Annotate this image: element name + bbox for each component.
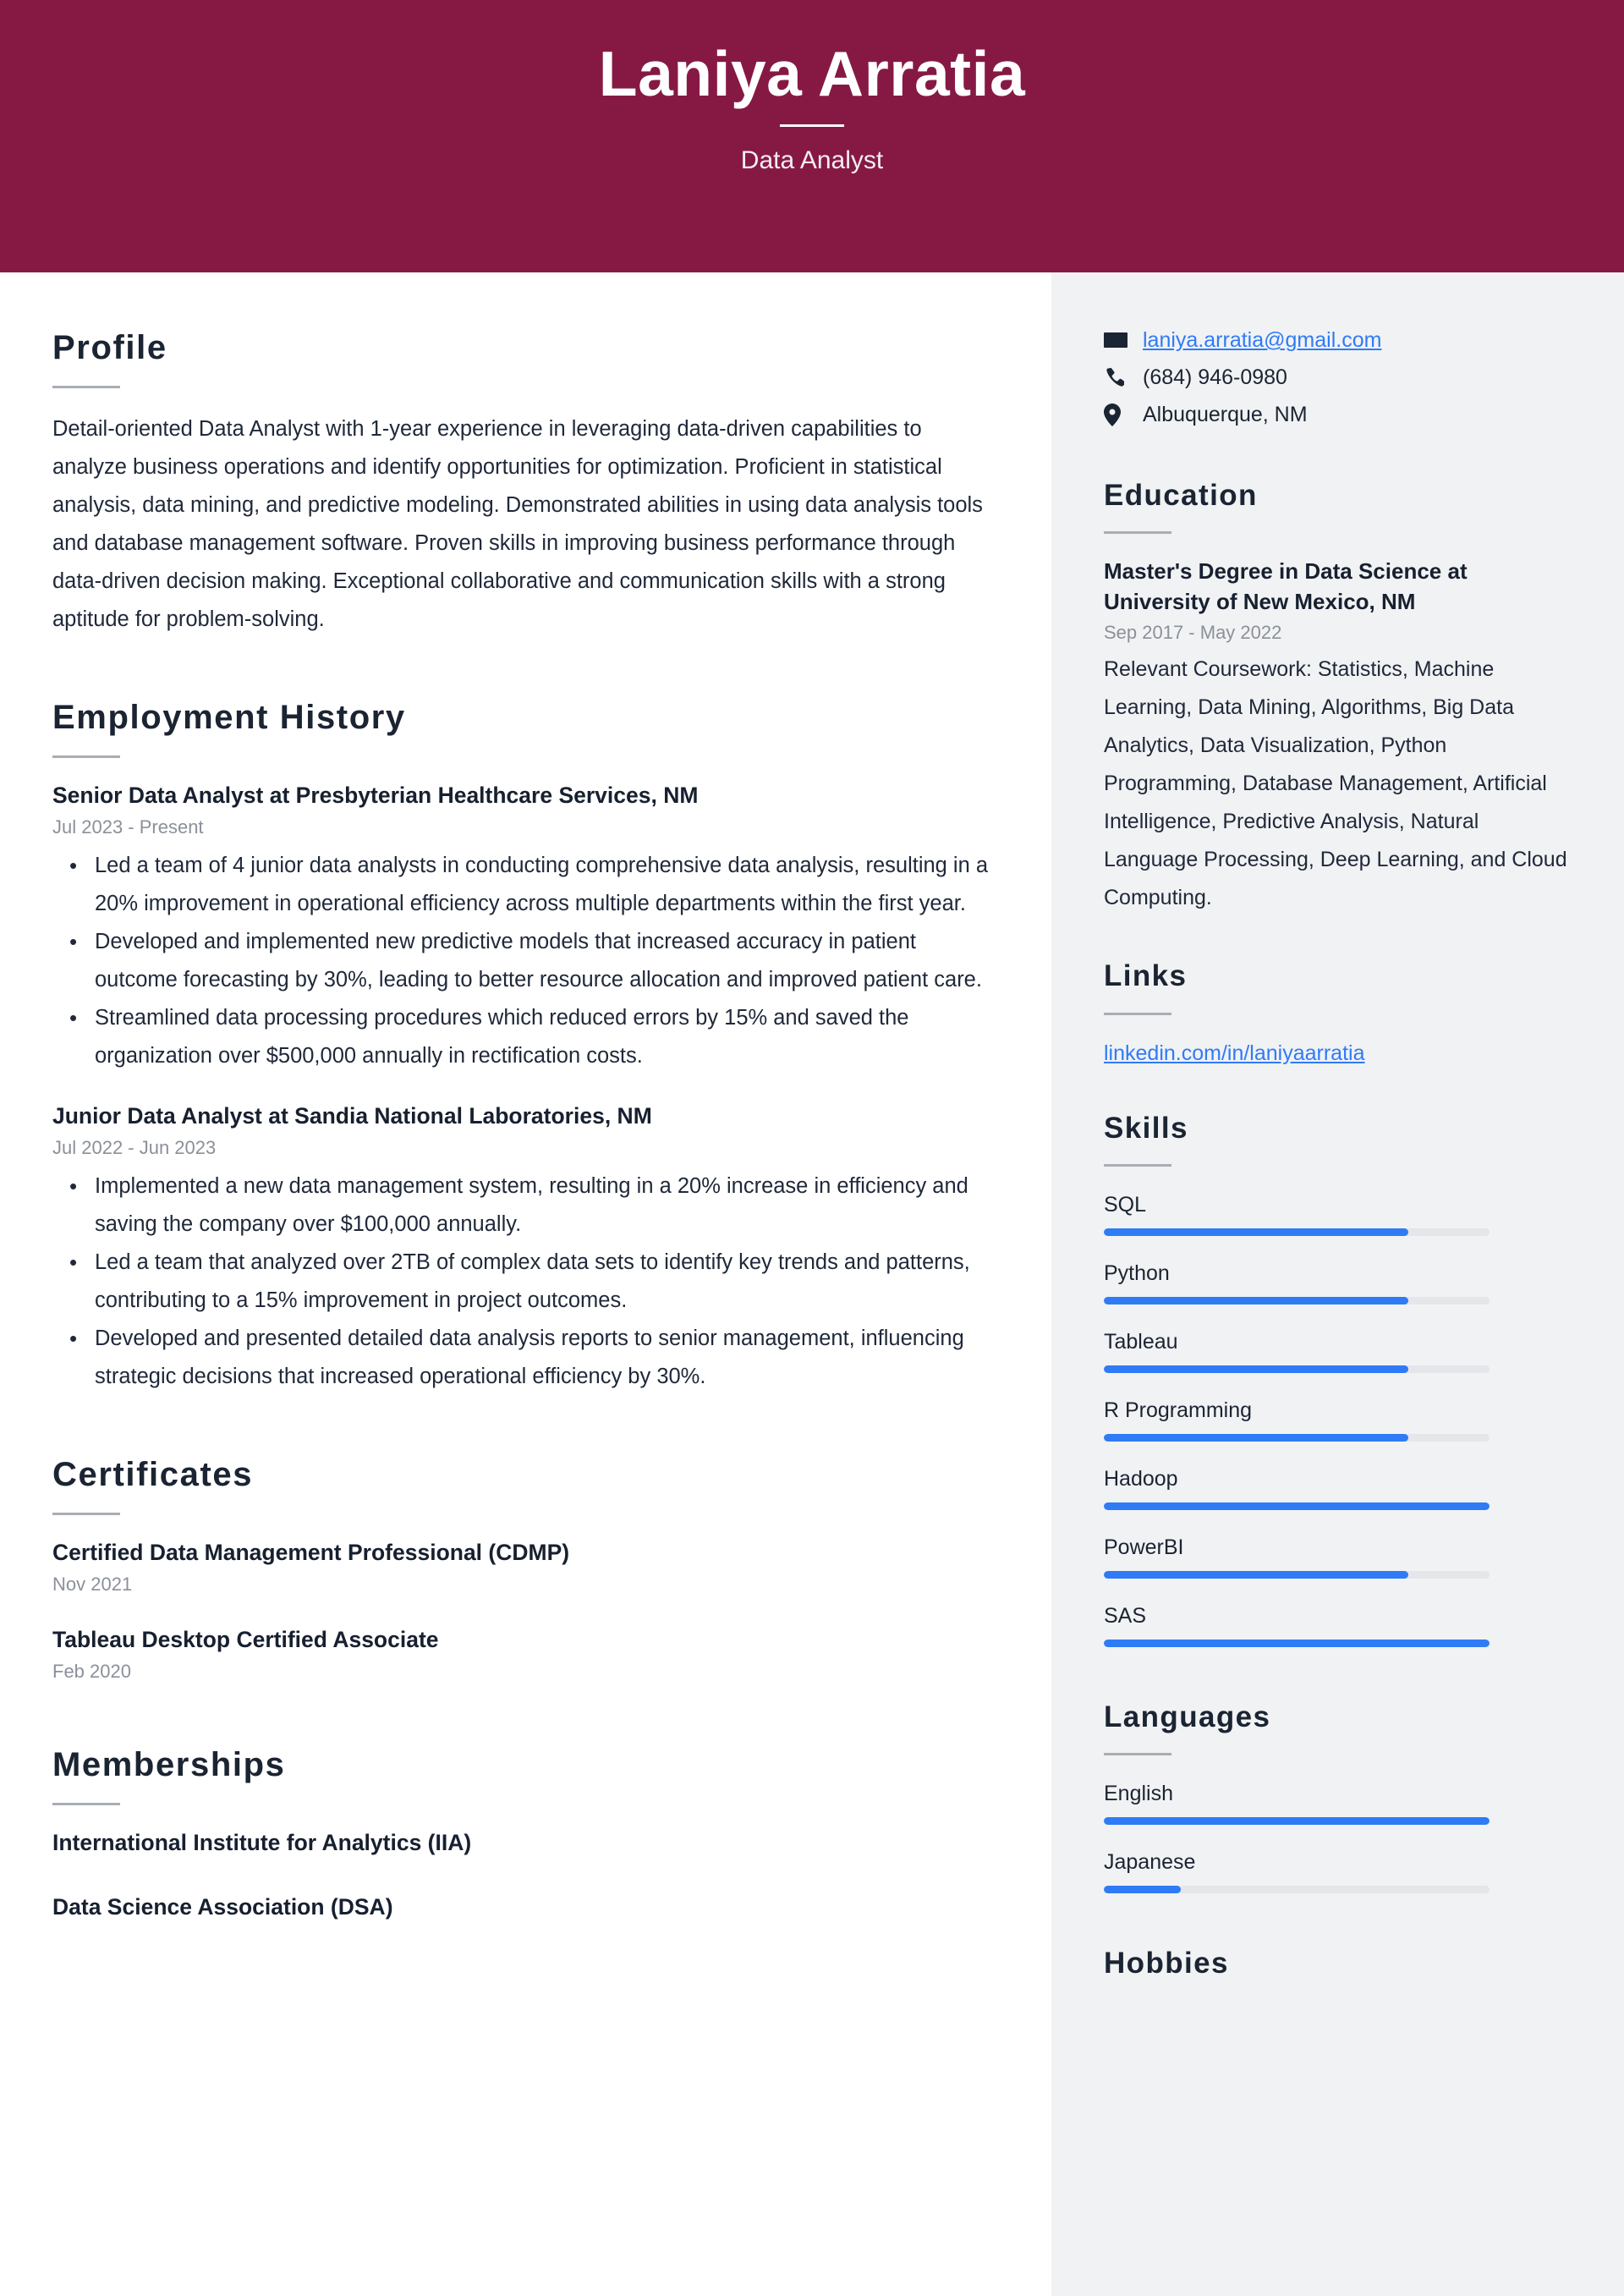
job-bullet: • Streamlined data processing procedures which reduced errors by 15% and saved the organization over $500,000 annually in rectification costs.	[91, 999, 999, 1075]
education-degree: Master's Degree in Data Science at University of New Mexico, NM	[1104, 558, 1468, 615]
skill-bar-fill	[1104, 1640, 1490, 1647]
sidebar-column	[1051, 272, 1624, 2296]
certificate-date: Feb 2020	[52, 1661, 131, 1682]
profile-heading: Profile	[52, 329, 167, 366]
job-bullet: • Implemented a new data management system, resulting in a 20% increase in efficiency and saving the company over $100,000 annually.	[91, 1167, 999, 1244]
certificate-date: Nov 2021	[52, 1574, 133, 1595]
skill-bar-fill	[1104, 1228, 1408, 1236]
section-certificates	[52, 1455, 999, 1686]
skill-bar-track	[1104, 1297, 1490, 1305]
languages-heading: Languages	[1104, 1700, 1271, 1733]
skill-bar-track	[1104, 1571, 1490, 1579]
contact-location-row	[1104, 399, 1577, 430]
employment-heading: Employment History	[52, 699, 406, 736]
section-skills	[1104, 1112, 1577, 1647]
job-title: Junior Data Analyst at Sandia National Laboratories, NM	[52, 1103, 652, 1129]
section-employment-history	[52, 698, 999, 1396]
section-profile	[52, 328, 999, 639]
header-divider	[780, 124, 844, 127]
skill-item	[1104, 1257, 1577, 1305]
contact-phone-row	[1104, 362, 1577, 393]
language-bar-fill	[1104, 1886, 1181, 1893]
certificate-title: Certified Data Management Professional (CDMP)	[52, 1540, 570, 1565]
links-heading-divider	[1104, 1013, 1171, 1015]
education-description: Relevant Coursework: Statistics, Machine Learning, Data Mining, Algorithms, Big Data Analytics, Data Visualization, Python Programming, Database Management, Artificial Intelligence, Predictive Analysis, Natural Language Processing, Deep Learning, and Cloud Computing.	[1104, 657, 1567, 910]
candidate-name: Laniya Arratia	[598, 38, 1026, 109]
spacer	[52, 1084, 999, 1101]
contact-email-text[interactable]: laniya.arratia@gmail.com	[1143, 328, 1382, 352]
job-bullet: • Led a team that analyzed over 2TB of complex data sets to identify key trends and patterns, contributing to a 15% improvement in project outcomes.	[91, 1244, 999, 1320]
skill-item	[1104, 1326, 1577, 1373]
skill-bar-track	[1104, 1640, 1490, 1647]
membership-title: Data Science Association (DSA)	[52, 1894, 393, 1920]
contact-phone-text: (684) 946-0980	[1143, 365, 1287, 389]
employment-entry	[52, 1101, 999, 1396]
envelope-icon	[1104, 332, 1133, 349]
language-label: English	[1104, 1782, 1173, 1805]
spacer	[1104, 927, 1577, 959]
memberships-heading-divider	[52, 1803, 120, 1805]
employment-heading-divider	[52, 755, 120, 758]
skill-bar-fill	[1104, 1297, 1408, 1305]
contact-email-row[interactable]	[1104, 325, 1577, 355]
spacer	[1104, 1914, 1577, 1947]
job-bullet: • Developed and implemented new predictive models that increased accuracy in patient outcome forecasting by 30%, leading to better resource allocation and improved patient care.	[91, 923, 999, 999]
skill-label: Python	[1104, 1261, 1170, 1285]
certificates-heading-divider	[52, 1513, 120, 1515]
main-column	[0, 272, 1051, 2296]
skill-item	[1104, 1531, 1577, 1579]
section-hobbies	[1104, 1947, 1577, 1980]
job-bullet: • Developed and presented detailed data analysis reports to senior management, influencing strategic decisions that increased operational efficiency by 30%.	[91, 1320, 999, 1396]
language-item	[1104, 1846, 1577, 1893]
linkedin-link[interactable]: linkedin.com/in/laniyaarratia	[1104, 1041, 1365, 1065]
spacer	[52, 1696, 999, 1745]
job-bullets	[52, 1167, 999, 1396]
profile-text: Detail-oriented Data Analyst with 1-year experience in leveraging data-driven capabilities to analyze business operations and identify opportunities for optimization. Proficient in statistical analysis, data mining, and predictive modeling. Demonstrated abilities in using data analysis tools and database management software. Proven skills in improving business performance through data-driven decision making. Exceptional collaborative and communication skills with a strong aptitude for problem-solving.	[52, 417, 983, 631]
skill-label: Tableau	[1104, 1329, 1178, 1354]
phone-icon	[1104, 367, 1133, 388]
skill-label: SAS	[1104, 1603, 1147, 1628]
skill-label: SQL	[1104, 1192, 1147, 1217]
education-heading-divider	[1104, 531, 1171, 534]
section-memberships	[52, 1745, 999, 1922]
employment-entry	[52, 780, 999, 1075]
resume-body	[0, 272, 1624, 2296]
skill-bar-fill	[1104, 1365, 1408, 1373]
language-label: Japanese	[1104, 1850, 1196, 1874]
hobbies-heading: Hobbies	[1104, 1947, 1229, 1980]
skill-item	[1104, 1463, 1577, 1510]
certificates-heading: Certificates	[52, 1456, 254, 1493]
skill-item	[1104, 1600, 1577, 1647]
job-bullets	[52, 847, 999, 1075]
spacer	[1104, 1668, 1577, 1700]
skill-bar-track	[1104, 1502, 1490, 1510]
skill-bar-fill	[1104, 1502, 1490, 1510]
links-heading: Links	[1104, 959, 1188, 993]
profile-heading-divider	[52, 386, 120, 388]
job-bullet: • Led a team of 4 junior data analysts in conducting comprehensive data analysis, resulting in a 20% improvement in operational efficiency across multiple departments within the first year.	[91, 847, 999, 923]
skill-bar-fill	[1104, 1571, 1408, 1579]
skill-bar-track	[1104, 1365, 1490, 1373]
language-item	[1104, 1777, 1577, 1825]
skill-label: PowerBI	[1104, 1535, 1184, 1559]
spacer	[1104, 1079, 1577, 1112]
section-links	[1104, 959, 1577, 1068]
certificate-entry	[52, 1537, 999, 1599]
map-pin-icon	[1104, 404, 1133, 426]
resume-header	[0, 0, 1624, 272]
contact-list	[1104, 325, 1577, 430]
section-languages	[1104, 1700, 1577, 1893]
job-title: Senior Data Analyst at Presbyterian Healthcare Services, NM	[52, 783, 699, 808]
language-bar-track	[1104, 1886, 1490, 1893]
skill-bar-track	[1104, 1434, 1490, 1442]
candidate-job-title: Data Analyst	[740, 146, 884, 174]
job-date: Jul 2023 - Present	[52, 816, 204, 838]
spacer	[52, 1406, 999, 1455]
language-bar-track	[1104, 1817, 1490, 1825]
spacer	[52, 649, 999, 698]
section-education	[1104, 479, 1577, 917]
skill-bar-track	[1104, 1228, 1490, 1236]
skill-label: R Programming	[1104, 1398, 1253, 1422]
job-date: Jul 2022 - Jun 2023	[52, 1137, 217, 1158]
skill-item	[1104, 1189, 1577, 1236]
memberships-heading: Memberships	[52, 1746, 286, 1783]
skills-heading-divider	[1104, 1164, 1171, 1167]
certificate-entry	[52, 1624, 999, 1686]
skill-item	[1104, 1394, 1577, 1442]
education-date: Sep 2017 - May 2022	[1104, 622, 1282, 644]
languages-heading-divider	[1104, 1753, 1171, 1755]
certificate-title: Tableau Desktop Certified Associate	[52, 1627, 439, 1652]
spacer	[52, 1607, 999, 1624]
language-bar-fill	[1104, 1817, 1490, 1825]
education-heading: Education	[1104, 479, 1258, 512]
membership-title: International Institute for Analytics (IIA)	[52, 1830, 472, 1855]
contact-location-text: Albuquerque, NM	[1143, 403, 1308, 426]
skill-bar-fill	[1104, 1434, 1408, 1442]
skills-heading: Skills	[1104, 1111, 1188, 1145]
skill-label: Hadoop	[1104, 1466, 1178, 1491]
